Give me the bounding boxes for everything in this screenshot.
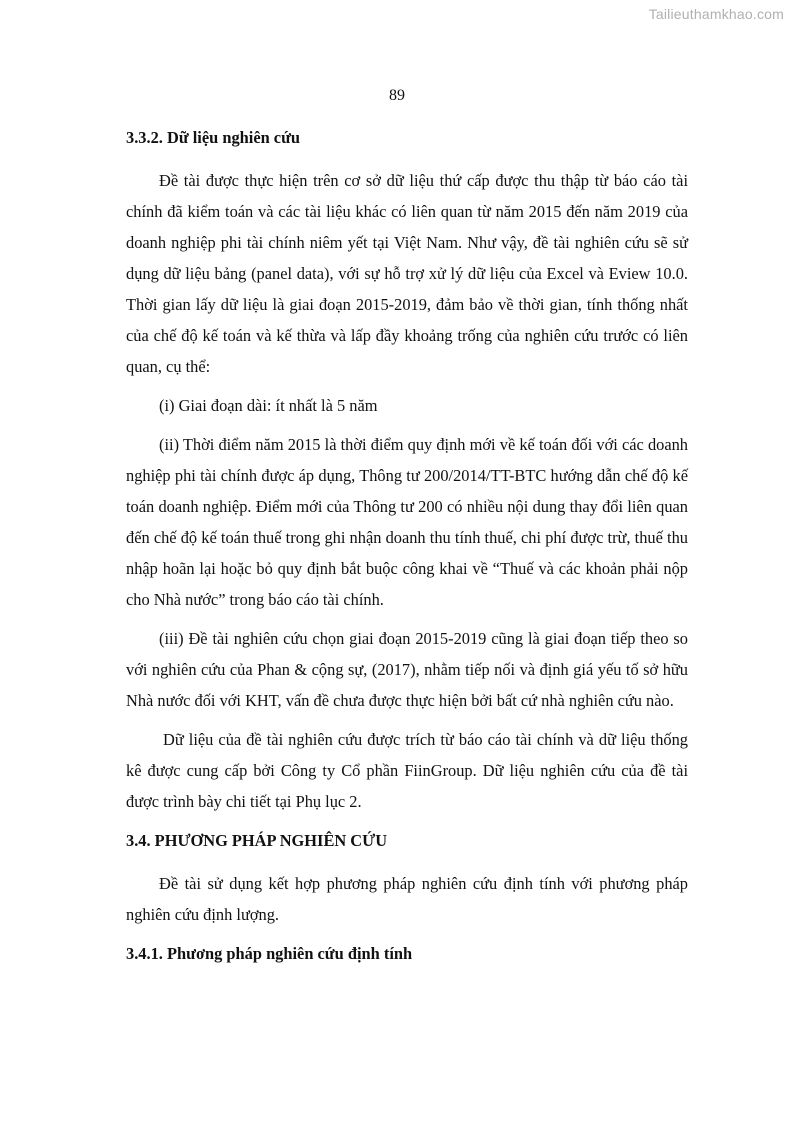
section-heading-3-4: 3.4. PHƯƠNG PHÁP NGHIÊN CỨU xyxy=(126,831,388,850)
paragraph: (iii) Đề tài nghiên cứu chọn giai đoạn 2015-2019 cũng là giai đoạn tiếp theo so với nghiên cứu của Phan & cộng sự, (2017), nhằm tiếp nối và định giá yếu tố sở hữu Nhà nước đối với KHT, vấn đề chưa được thực hiện bởi bất cứ nhà nghiên cứu nào. xyxy=(126,629,688,710)
paragraph: Đề tài được thực hiện trên cơ sở dữ liệu thứ cấp được thu thập từ báo cáo tài chính đã kiểm toán và các tài liệu khác có liên quan từ năm 2015 đến năm 2019 của doanh nghiệp phi tài chính niêm yết tại Việt Nam. Như vậy, đề tài nghiên cứu sẽ sử dụng dữ liệu bảng (panel data), với sự hỗ trợ xử lý dữ liệu của Excel và Eview 10.0. Thời gian lấy dữ liệu là giai đoạn 2015-2019, đảm bảo về thời gian, tính thống nhất của chế độ kế toán và kế thừa và lấp đầy khoảng trống của nghiên cứu trước có liên quan, cụ thể: xyxy=(126,171,688,376)
section-heading-3-4-1: 3.4.1. Phương pháp nghiên cứu định tính xyxy=(126,944,413,963)
document-body xyxy=(126,122,688,981)
section-heading-3-3-2: 3.3.2. Dữ liệu nghiên cứu xyxy=(126,128,301,147)
paragraph: Đề tài sử dụng kết hợp phương pháp nghiên cứu định tính với phương pháp nghiên cứu định lượng. xyxy=(126,874,688,924)
paragraph: Dữ liệu của đề tài nghiên cứu được trích từ báo cáo tài chính và dữ liệu thống kê được cung cấp bởi Công ty Cổ phần FiinGroup. Dữ liệu nghiên cứu của đề tài được trình bày chi tiết tại Phụ lục 2. xyxy=(126,730,688,811)
page-number: 89 xyxy=(389,87,405,104)
watermark-text: Tailieuthamkhao.com xyxy=(648,6,784,22)
paragraph: (ii) Thời điểm năm 2015 là thời điểm quy định mới về kế toán đối với các doanh nghiệp phi tài chính được áp dụng, Thông tư 200/2014/TT-BTC hướng dẫn chế độ kế toán doanh nghiệp. Điểm mới của Thông tư 200 có nhiều nội dung thay đổi liên quan đến chế độ kế toán thuế trong ghi nhận doanh thu tính thuế, chi phí được trừ, thuế thu nhập hoãn lại hoặc bỏ quy định bắt buộc công khai về “Thuế và các khoản phải nộp cho Nhà nước” trong báo cáo tài chính. xyxy=(126,435,688,609)
paragraph: (i) Giai đoạn dài: ít nhất là 5 năm xyxy=(159,396,378,415)
